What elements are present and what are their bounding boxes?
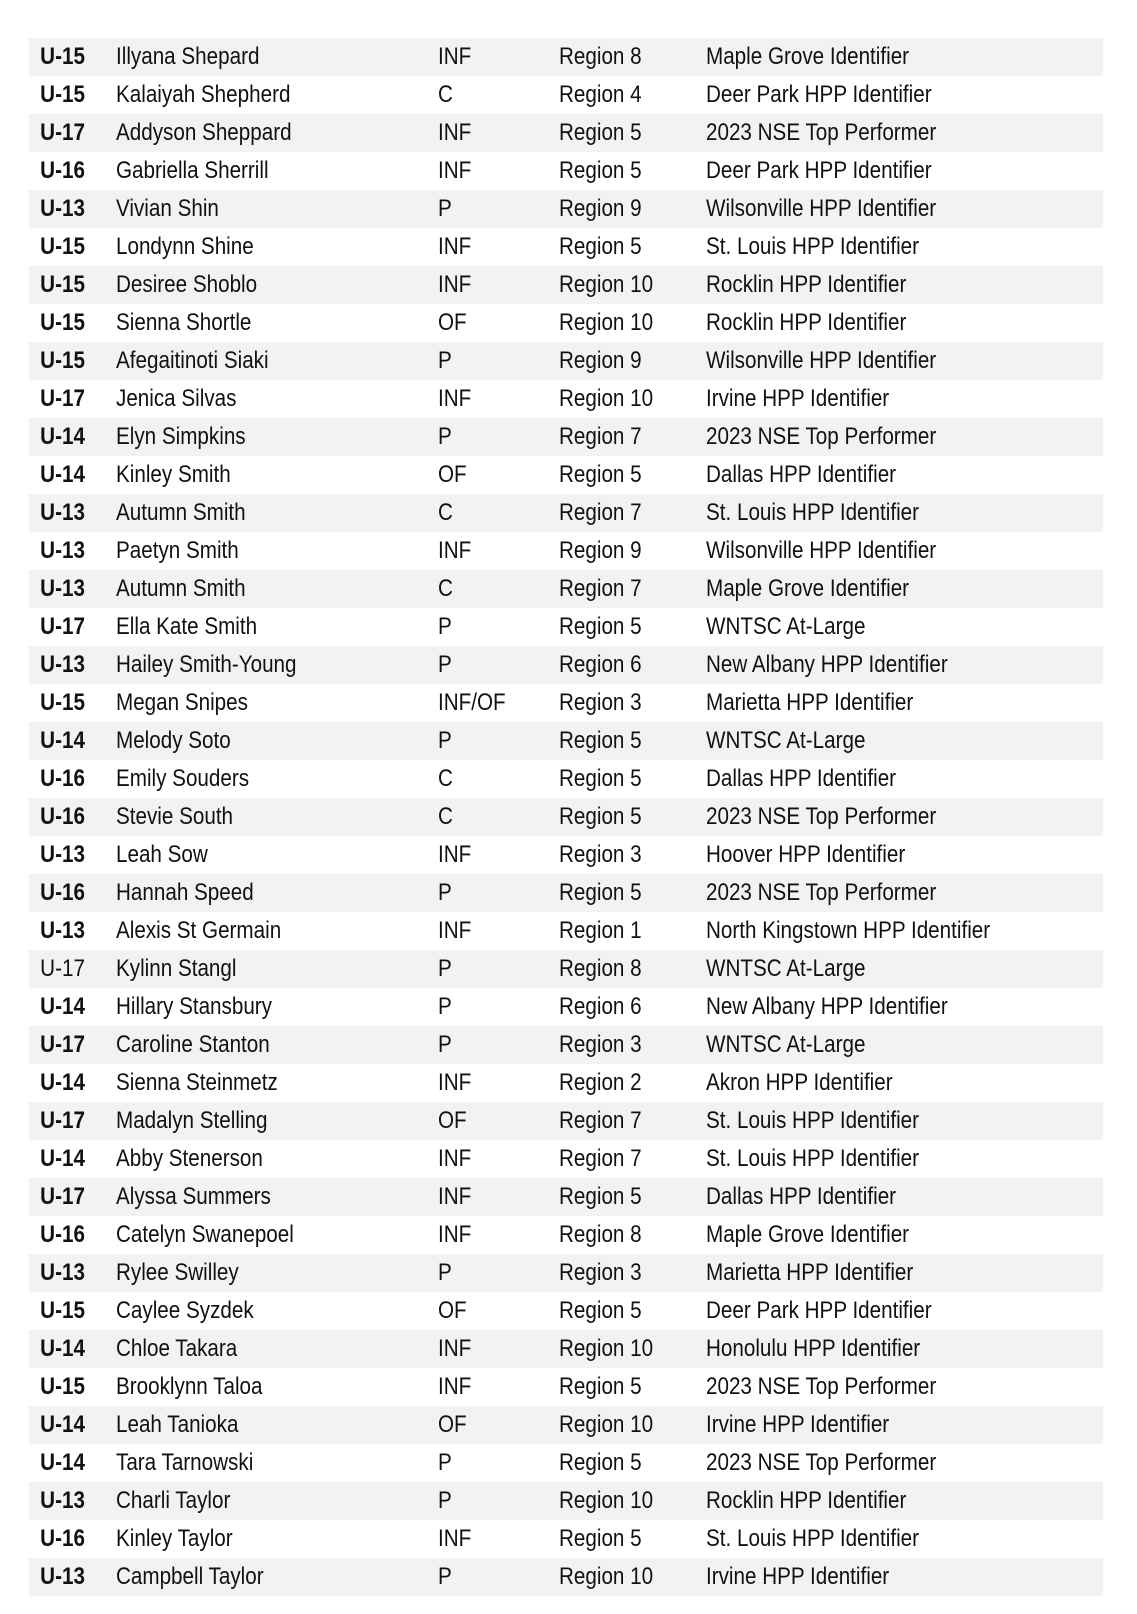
table-row [29,342,1103,380]
age-group-cell: U-13 [40,917,85,944]
region-cell: Region 5 [559,1183,642,1210]
player-name-cell: Caroline Stanton [116,1031,270,1058]
table-row [29,798,1103,836]
region-cell: Region 10 [559,1335,654,1362]
position-cell: P [438,1449,452,1476]
region-cell: Region 1 [559,917,642,944]
table-row [29,1216,1103,1254]
event-cell: Dallas HPP Identifier [706,765,897,792]
age-group-cell: U-14 [40,1411,85,1438]
table-row [29,152,1103,190]
position-cell: INF [438,233,472,260]
table-row [29,608,1103,646]
event-cell: 2023 NSE Top Performer [706,1373,937,1400]
player-name-cell: Kinley Taylor [116,1525,233,1552]
position-cell: C [438,81,453,108]
age-group-cell: U-13 [40,1563,85,1590]
region-cell: Region 9 [559,347,642,374]
region-cell: Region 5 [559,803,642,830]
region-cell: Region 8 [559,43,642,70]
player-name-cell: Gabriella Sherrill [116,157,269,184]
event-cell: 2023 NSE Top Performer [706,1449,937,1476]
event-cell: Maple Grove Identifier [706,1221,910,1248]
region-cell: Region 5 [559,1297,642,1324]
player-name-cell: Caylee Syzdek [116,1297,254,1324]
player-name-cell: Alexis St Germain [116,917,282,944]
table-row [29,1558,1103,1596]
position-cell: P [438,1031,452,1058]
age-group-cell: U-13 [40,195,85,222]
position-cell: INF [438,1221,472,1248]
player-name-cell: Megan Snipes [116,689,248,716]
region-cell: Region 5 [559,461,642,488]
event-cell: WNTSC At-Large [706,955,866,982]
player-name-cell: Leah Tanioka [116,1411,239,1438]
age-group-cell: U-15 [40,689,85,716]
age-group-cell: U-15 [40,347,85,374]
region-cell: Region 3 [559,841,642,868]
table-row [29,1140,1103,1178]
region-cell: Region 9 [559,195,642,222]
table-row [29,228,1103,266]
table-row [29,114,1103,152]
player-name-cell: Paetyn Smith [116,537,239,564]
event-cell: Maple Grove Identifier [706,575,910,602]
event-cell: St. Louis HPP Identifier [706,499,920,526]
table-row [29,1444,1103,1482]
event-cell: Wilsonville HPP Identifier [706,347,937,374]
position-cell: C [438,765,453,792]
player-name-cell: Addyson Sheppard [116,119,292,146]
event-cell: Dallas HPP Identifier [706,461,897,488]
position-cell: P [438,613,452,640]
table-row [29,912,1103,950]
age-group-cell: U-17 [40,955,85,982]
event-cell: 2023 NSE Top Performer [706,119,937,146]
age-group-cell: U-15 [40,1297,85,1324]
age-group-cell: U-14 [40,461,85,488]
player-name-cell: Madalyn Stelling [116,1107,268,1134]
region-cell: Region 6 [559,651,642,678]
age-group-cell: U-15 [40,271,85,298]
event-cell: Wilsonville HPP Identifier [706,537,937,564]
position-cell: P [438,879,452,906]
event-cell: WNTSC At-Large [706,727,866,754]
position-cell: INF [438,43,472,70]
player-name-cell: Kinley Smith [116,461,231,488]
age-group-cell: U-17 [40,119,85,146]
table-row [29,304,1103,342]
position-cell: P [438,1487,452,1514]
event-cell: Rocklin HPP Identifier [706,309,907,336]
table-row [29,1064,1103,1102]
player-name-cell: Illyana Shepard [116,43,260,70]
player-name-cell: Londynn Shine [116,233,254,260]
region-cell: Region 4 [559,81,642,108]
event-cell: New Albany HPP Identifier [706,993,948,1020]
region-cell: Region 8 [559,1221,642,1248]
table-row [29,1178,1103,1216]
age-group-cell: U-14 [40,1069,85,1096]
player-name-cell: Emily Souders [116,765,250,792]
position-cell: P [438,727,452,754]
age-group-cell: U-13 [40,1487,85,1514]
age-group-cell: U-17 [40,1031,85,1058]
event-cell: Wilsonville HPP Identifier [706,195,937,222]
position-cell: P [438,993,452,1020]
event-cell: Akron HPP Identifier [706,1069,893,1096]
player-name-cell: Sienna Shortle [116,309,252,336]
age-group-cell: U-13 [40,499,85,526]
position-cell: OF [438,1411,467,1438]
player-name-cell: Autumn Smith [116,575,246,602]
age-group-cell: U-17 [40,1107,85,1134]
table-row [29,1102,1103,1140]
region-cell: Region 5 [559,1449,642,1476]
region-cell: Region 7 [559,1145,642,1172]
table-row [29,532,1103,570]
position-cell: INF [438,157,472,184]
position-cell: INF [438,1183,472,1210]
region-cell: Region 5 [559,233,642,260]
event-cell: Irvine HPP Identifier [706,1411,890,1438]
age-group-cell: U-14 [40,1449,85,1476]
region-cell: Region 5 [559,1373,642,1400]
region-cell: Region 5 [559,613,642,640]
player-name-cell: Campbell Taylor [116,1563,264,1590]
position-cell: INF [438,119,472,146]
event-cell: WNTSC At-Large [706,1031,866,1058]
region-cell: Region 5 [559,727,642,754]
region-cell: Region 5 [559,765,642,792]
player-name-cell: Elyn Simpkins [116,423,246,450]
region-cell: Region 10 [559,1487,654,1514]
event-cell: New Albany HPP Identifier [706,651,948,678]
region-cell: Region 6 [559,993,642,1020]
player-name-cell: Kylinn Stangl [116,955,237,982]
region-cell: Region 5 [559,119,642,146]
position-cell: P [438,195,452,222]
region-cell: Region 7 [559,1107,642,1134]
region-cell: Region 3 [559,689,642,716]
age-group-cell: U-14 [40,993,85,1020]
age-group-cell: U-13 [40,537,85,564]
position-cell: P [438,423,452,450]
age-group-cell: U-14 [40,727,85,754]
region-cell: Region 7 [559,575,642,602]
event-cell: Dallas HPP Identifier [706,1183,897,1210]
position-cell: INF [438,1335,472,1362]
position-cell: INF [438,537,472,564]
region-cell: Region 3 [559,1259,642,1286]
position-cell: OF [438,461,467,488]
position-cell: OF [438,1297,467,1324]
event-cell: 2023 NSE Top Performer [706,423,937,450]
table-row [29,1482,1103,1520]
player-name-cell: Jenica Silvas [116,385,237,412]
age-group-cell: U-13 [40,575,85,602]
table-row [29,76,1103,114]
player-name-cell: Stevie South [116,803,234,830]
table-row [29,380,1103,418]
event-cell: Marietta HPP Identifier [706,689,914,716]
event-cell: 2023 NSE Top Performer [706,879,937,906]
region-cell: Region 5 [559,879,642,906]
player-name-cell: Chloe Takara [116,1335,238,1362]
age-group-cell: U-16 [40,1221,85,1248]
player-name-cell: Abby Stenerson [116,1145,263,1172]
age-group-cell: U-17 [40,1183,85,1210]
event-cell: Maple Grove Identifier [706,43,910,70]
table-row [29,266,1103,304]
player-name-cell: Hillary Stansbury [116,993,273,1020]
roster-table [29,38,1103,1596]
player-name-cell: Charli Taylor [116,1487,231,1514]
event-cell: Honolulu HPP Identifier [706,1335,921,1362]
age-group-cell: U-14 [40,1335,85,1362]
age-group-cell: U-16 [40,803,85,830]
age-group-cell: U-16 [40,879,85,906]
age-group-cell: U-15 [40,1373,85,1400]
table-row [29,722,1103,760]
player-name-cell: Kalaiyah Shepherd [116,81,291,108]
event-cell: 2023 NSE Top Performer [706,803,937,830]
player-name-cell: Melody Soto [116,727,231,754]
region-cell: Region 3 [559,1031,642,1058]
table-row [29,874,1103,912]
position-cell: P [438,347,452,374]
player-name-cell: Catelyn Swanepoel [116,1221,294,1248]
table-row [29,38,1103,76]
region-cell: Region 10 [559,1411,654,1438]
table-row [29,1330,1103,1368]
table-row [29,684,1103,722]
event-cell: Marietta HPP Identifier [706,1259,914,1286]
table-row [29,570,1103,608]
age-group-cell: U-16 [40,765,85,792]
event-cell: Rocklin HPP Identifier [706,271,907,298]
event-cell: Irvine HPP Identifier [706,1563,890,1590]
position-cell: INF [438,917,472,944]
event-cell: WNTSC At-Large [706,613,866,640]
position-cell: OF [438,1107,467,1134]
region-cell: Region 7 [559,499,642,526]
position-cell: INF [438,271,472,298]
player-name-cell: Tara Tarnowski [116,1449,254,1476]
event-cell: St. Louis HPP Identifier [706,1145,920,1172]
table-row [29,1026,1103,1064]
region-cell: Region 5 [559,157,642,184]
age-group-cell: U-13 [40,651,85,678]
age-group-cell: U-13 [40,841,85,868]
event-cell: Irvine HPP Identifier [706,385,890,412]
position-cell: INF [438,1525,472,1552]
region-cell: Region 9 [559,537,642,564]
region-cell: Region 10 [559,385,654,412]
region-cell: Region 10 [559,271,654,298]
region-cell: Region 8 [559,955,642,982]
player-name-cell: Alyssa Summers [116,1183,271,1210]
position-cell: P [438,651,452,678]
region-cell: Region 5 [559,1525,642,1552]
table-row [29,1406,1103,1444]
position-cell: P [438,1563,452,1590]
table-row [29,988,1103,1026]
player-name-cell: Vivian Shin [116,195,219,222]
age-group-cell: U-15 [40,43,85,70]
age-group-cell: U-16 [40,1525,85,1552]
player-name-cell: Hannah Speed [116,879,254,906]
event-cell: Deer Park HPP Identifier [706,1297,932,1324]
event-cell: St. Louis HPP Identifier [706,1525,920,1552]
position-cell: OF [438,309,467,336]
position-cell: C [438,803,453,830]
table-row [29,1254,1103,1292]
table-row [29,760,1103,798]
position-cell: INF [438,1069,472,1096]
player-name-cell: Brooklynn Taloa [116,1373,263,1400]
table-row [29,836,1103,874]
age-group-cell: U-14 [40,423,85,450]
table-row [29,1368,1103,1406]
table-row [29,190,1103,228]
event-cell: Deer Park HPP Identifier [706,157,932,184]
event-cell: North Kingstown HPP Identifier [706,917,991,944]
player-name-cell: Leah Sow [116,841,208,868]
table-row [29,1520,1103,1558]
table-row [29,646,1103,684]
player-name-cell: Afegaitinoti Siaki [116,347,269,374]
player-name-cell: Rylee Swilley [116,1259,239,1286]
age-group-cell: U-15 [40,81,85,108]
age-group-cell: U-17 [40,613,85,640]
table-row [29,456,1103,494]
age-group-cell: U-15 [40,309,85,336]
event-cell: St. Louis HPP Identifier [706,233,920,260]
region-cell: Region 10 [559,309,654,336]
position-cell: INF/OF [438,689,506,716]
table-row [29,950,1103,988]
position-cell: INF [438,841,472,868]
event-cell: Rocklin HPP Identifier [706,1487,907,1514]
position-cell: INF [438,1145,472,1172]
position-cell: P [438,1259,452,1286]
event-cell: Deer Park HPP Identifier [706,81,932,108]
region-cell: Region 10 [559,1563,654,1590]
player-name-cell: Hailey Smith-Young [116,651,297,678]
player-name-cell: Ella Kate Smith [116,613,258,640]
age-group-cell: U-14 [40,1145,85,1172]
age-group-cell: U-16 [40,157,85,184]
table-row [29,494,1103,532]
player-name-cell: Desiree Shoblo [116,271,258,298]
event-cell: St. Louis HPP Identifier [706,1107,920,1134]
position-cell: P [438,955,452,982]
region-cell: Region 7 [559,423,642,450]
region-cell: Region 2 [559,1069,642,1096]
player-name-cell: Autumn Smith [116,499,246,526]
position-cell: C [438,575,453,602]
age-group-cell: U-15 [40,233,85,260]
position-cell: INF [438,1373,472,1400]
player-name-cell: Sienna Steinmetz [116,1069,278,1096]
age-group-cell: U-13 [40,1259,85,1286]
event-cell: Hoover HPP Identifier [706,841,906,868]
position-cell: INF [438,385,472,412]
position-cell: C [438,499,453,526]
table-row [29,1292,1103,1330]
table-row [29,418,1103,456]
age-group-cell: U-17 [40,385,85,412]
